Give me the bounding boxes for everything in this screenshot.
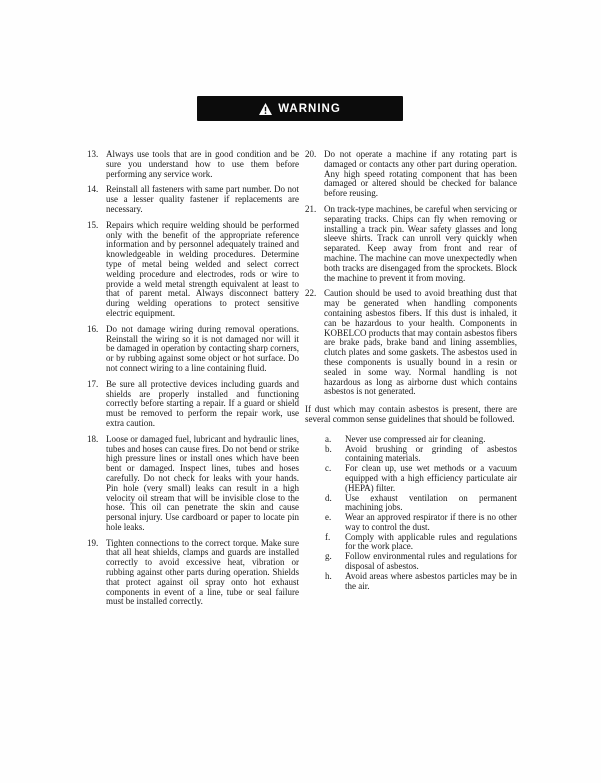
item-text: On track-type machines, be careful when servicing or separating tracks. Chips can fly when removing or installing a track pin. Wear safety glasses and long sleeve shirts. Track can unroll very quickly when separated. Keep away from front and rear of machine. The machine can move unexpectedly when both tracks are disengaged from the sprockets. Block the machine to prevent it from moving. bbox=[324, 203, 517, 283]
item-number: 20. bbox=[305, 149, 317, 159]
guideline-f bbox=[325, 533, 517, 553]
item-text: Avoid brushing or grinding of asbestos containing materials. bbox=[345, 443, 517, 464]
item-letter: a. bbox=[325, 433, 332, 444]
item-number: 17. bbox=[87, 378, 99, 389]
item-text: Do not operate a machine if any rotating part is damaged or contacts any other part during operation. Any high speed rotating component that has been damaged or altered should be checked for balance before reusing. bbox=[324, 149, 517, 199]
list-item-13 bbox=[87, 150, 299, 179]
item-letter: c. bbox=[325, 463, 332, 474]
item-number: 15. bbox=[87, 219, 99, 230]
item-text: Loose or damaged fuel, lubricant and hydraulic lines, tubes and hoses can cause fires. Do not bend or strike high pressure lines or install ones which have been bent or damaged. Inspect lines, tubes and hoses carefully. Do not check for leaks with your hands. Pin hole (very small) leaks can result in a high velocity oil stream that will be invisible close to the hose. This oil can penetrate the skin and cause personal injury. Use cardboard or paper to locate pin hole leaks. bbox=[106, 433, 299, 532]
asbestos-guidelines-list bbox=[325, 435, 517, 592]
item-letter: h. bbox=[325, 570, 332, 581]
guideline-c bbox=[325, 464, 517, 493]
guideline-d bbox=[325, 494, 517, 514]
guideline-e bbox=[325, 513, 517, 533]
item-text: Avoid areas where asbestos particles may be in the air. bbox=[345, 570, 517, 591]
item-text: For clean up, use wet methods or a vacuum equipped with a high efficiency particulate air (HEPA) filter. bbox=[345, 463, 517, 493]
item-text: Repairs which require welding should be performed only with the benefit of the appropriate reference information and by personnel adequately trained and knowledgeable in welding procedures. Determine type of metal being welded and select correct welding procedure and electrodes, rods or wire to provide a weld metal strength equivalent at least to that of parent metal. Always disconnect battery during welding operations to protect sensitive electric equipment. bbox=[106, 219, 299, 318]
item-number: 14. bbox=[87, 184, 99, 195]
item-letter: g. bbox=[325, 551, 332, 562]
item-text: Comply with applicable rules and regulations for the work place. bbox=[345, 531, 517, 552]
list-item-15 bbox=[87, 221, 299, 319]
list-item-20 bbox=[305, 150, 517, 199]
item-text: Follow environmental rules and regulations for disposal of asbestos. bbox=[345, 551, 517, 572]
item-number: 21. bbox=[305, 203, 317, 214]
item-text: Wear an approved respirator if there is no other way to control the dust. bbox=[345, 512, 517, 532]
item-number: 18. bbox=[87, 433, 99, 444]
list-item-21 bbox=[305, 205, 517, 283]
list-item-16 bbox=[87, 325, 299, 374]
asbestos-guidelines-intro: If dust which may contain asbestos is present, there are several common sense guidelines that should be followed. bbox=[305, 404, 517, 424]
left-column bbox=[87, 150, 299, 613]
item-letter: e. bbox=[325, 512, 332, 523]
item-text: Tighten connections to the correct torque. Make sure that all heat shields, clamps and guards are installed correctly to avoid excessive heat, vibration or rubbing against other parts during operation. Shields that protect against oil spray onto hot exhaust components in event of a line, tube or seal failure must be installed correctly. bbox=[106, 537, 299, 607]
list-item-19 bbox=[87, 539, 299, 608]
warning-triangle-icon bbox=[259, 103, 272, 115]
item-number: 13. bbox=[87, 149, 99, 159]
item-number: 19. bbox=[87, 537, 99, 548]
right-column bbox=[305, 150, 517, 591]
list-item-18 bbox=[87, 435, 299, 533]
item-text: Never use compressed air for cleaning. bbox=[345, 433, 486, 444]
list-item-17 bbox=[87, 380, 299, 429]
item-text: Be sure all protective devices including guards and shields are properly installed and functioning correctly before starting a repair. If a guard or shield must be removed to perform the repair work, use extra caution. bbox=[106, 378, 299, 428]
warning-banner-label: WARNING bbox=[278, 102, 341, 115]
list-item-14 bbox=[87, 185, 299, 214]
item-number: 22. bbox=[305, 288, 317, 299]
warning-banner bbox=[197, 96, 403, 121]
item-text: Do not damage wiring during removal operations. Reinstall the wiring so it is not damaged nor will it be damaged in operation by contacting sharp corners, or by rubbing against some object or hot surface. Do not connect wiring to a line containing fluid. bbox=[106, 323, 299, 373]
item-letter: f. bbox=[325, 531, 331, 542]
item-text: Caution should be used to avoid breathing dust that may be generated when handling components containing asbestos fibers. If this dust is inhaled, it can be hazardous to your health. Components in KOBELCO products that may contain asbestos fibers are brake pads, brake band and lining assemblies, clutch plates and some gaskets. The asbestos used in these components is usually bound in a resin or sealed in some way. Normal handling is not hazardous as long as airborne dust which contains asbestos is not generated. bbox=[324, 288, 517, 397]
item-text: Use exhaust ventilation on permanent machining jobs. bbox=[345, 492, 517, 513]
item-letter: d. bbox=[325, 492, 332, 503]
guideline-h bbox=[325, 572, 517, 592]
guideline-g bbox=[325, 552, 517, 572]
guideline-b bbox=[325, 445, 517, 465]
list-item-22 bbox=[305, 289, 517, 397]
item-letter: b. bbox=[325, 443, 332, 454]
item-number: 16. bbox=[87, 323, 99, 334]
item-text: Reinstall all fasteners with same part number. Do not use a lesser quality fastener if replacements are necessary. bbox=[106, 184, 299, 214]
item-text: Always use tools that are in good condition and be sure you understand how to use them before performing any service work. bbox=[106, 149, 299, 179]
